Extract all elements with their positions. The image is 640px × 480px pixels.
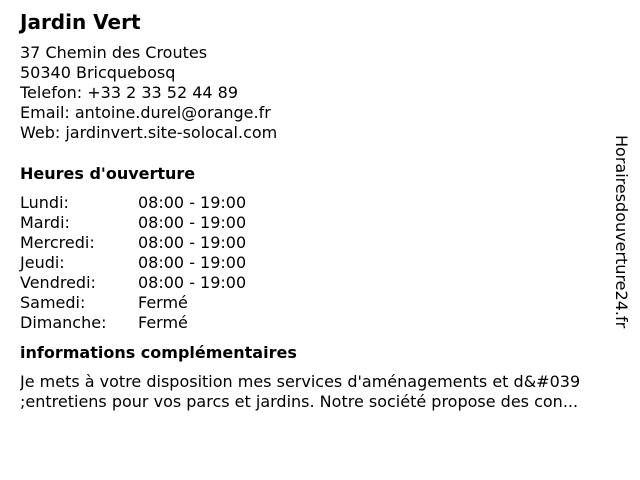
hours-row-friday: [20, 273, 620, 293]
day-time: Fermé: [138, 293, 188, 312]
street-address: 37 Chemin des Croutes: [20, 43, 208, 62]
address-block: [20, 43, 620, 143]
day-label: Mercredi:: [20, 233, 95, 252]
business-card: [20, 10, 620, 412]
hours-row-thursday: [20, 253, 620, 273]
info-line-2: ;entretiens pour vos parcs et jardins. Notre société propose des con...: [20, 392, 579, 411]
day-label: Lundi:: [20, 193, 69, 212]
day-label: Mardi:: [20, 213, 70, 232]
day-time: 08:00 - 19:00: [138, 273, 247, 292]
email-address: Email: antoine.durel@orange.fr: [20, 103, 271, 122]
day-time: 08:00 - 19:00: [138, 213, 247, 232]
day-time: 08:00 - 19:00: [138, 193, 247, 212]
day-time: 08:00 - 19:00: [138, 233, 247, 252]
hours-title: Heures d'ouverture: [20, 164, 196, 183]
day-label: Dimanche:: [20, 313, 107, 332]
hours-row-tuesday: [20, 213, 620, 233]
hours-row-saturday: [20, 293, 620, 313]
day-time: 08:00 - 19:00: [138, 253, 247, 272]
hours-row-wednesday: [20, 233, 620, 253]
site-watermark: Horairesdouverture24.fr: [612, 135, 631, 329]
hours-row-monday: [20, 193, 620, 213]
city-address: 50340 Bricquebosq: [20, 63, 176, 82]
day-time: Fermé: [138, 313, 188, 332]
business-name: Jardin Vert: [20, 10, 141, 34]
opening-hours: [20, 193, 620, 333]
phone-number: Telefon: +33 2 33 52 44 89: [20, 83, 239, 102]
additional-info-title: informations complémentaires: [20, 343, 297, 362]
day-label: Samedi:: [20, 293, 86, 312]
info-line-1: Je mets à votre disposition mes services d'aménagements et d&#039: [20, 372, 581, 391]
additional-info-text: [20, 372, 640, 412]
hours-row-sunday: [20, 313, 620, 333]
day-label: Vendredi:: [20, 273, 96, 292]
website: Web: jardinvert.site-solocal.com: [20, 123, 278, 142]
day-label: Jeudi:: [20, 253, 65, 272]
